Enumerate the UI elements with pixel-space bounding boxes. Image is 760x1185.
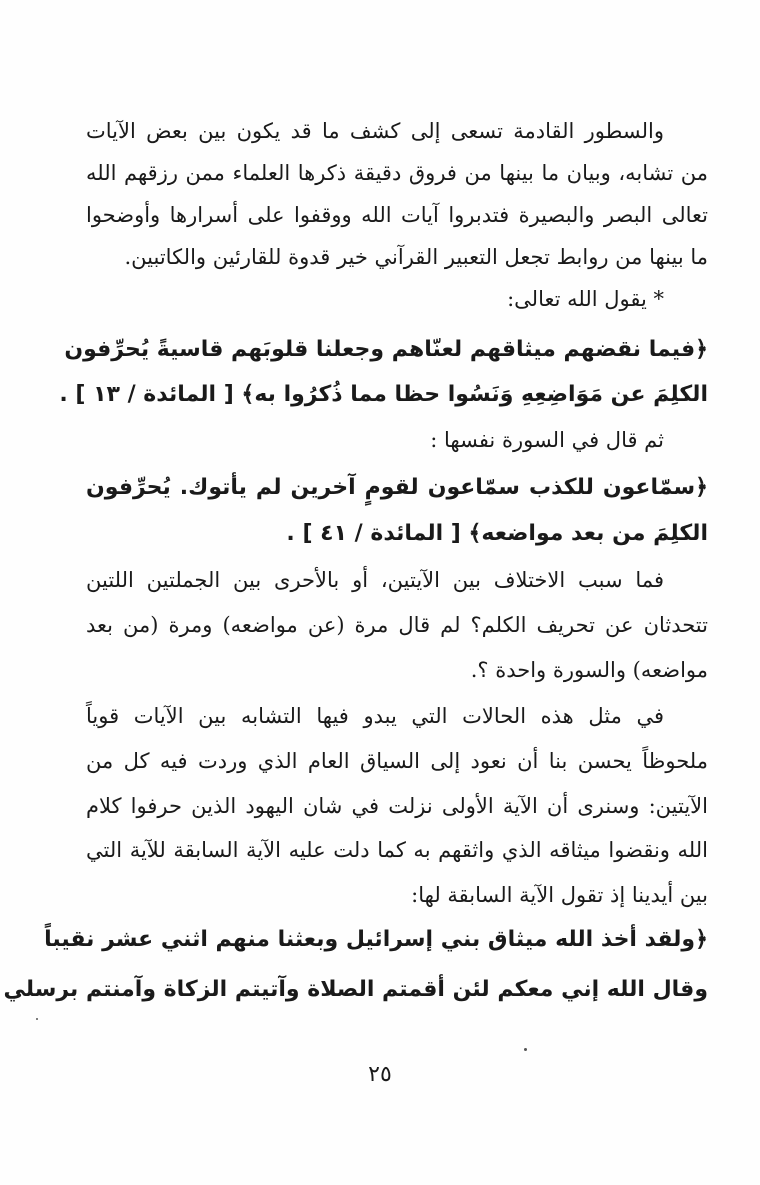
paragraph-line: والسطور القادمة تسعى إلى كشف ما قد يكون بين بعض الآيات xyxy=(86,119,664,143)
page-number: ٢٥ xyxy=(368,1062,392,1087)
quran-verse-line: ﴿ولقد أخذ الله ميثاق بني إسرائيل وبعثنا منهم اثني عشر نقيباً xyxy=(44,927,708,952)
paragraph-line: من تشابه، وبيان ما بينها من فروق دقيقة ذكرها العلماء ممن رزقهم الله xyxy=(86,161,708,185)
body-text xyxy=(3,0,708,1185)
paragraph-line: ما بينها من روابط تجعل التعبير القرآني خير قدوة للقارئين والكاتبين. xyxy=(124,245,708,269)
quran-verse-line: ﴿سمّاعون للكذب سمّاعون لقومٍ آخرين لم يأتوك. يُحرِّفون xyxy=(86,475,708,500)
quran-verse-line: الكلِمَ من بعد مواضعه﴾ [ المائدة / ٤١ ] . xyxy=(286,521,708,546)
scan-speck xyxy=(36,1018,38,1020)
quran-verse-line: ﴿فيما نقضهم ميثاقهم لعنّاهم وجعلنا قلوبَهم قاسيةً يُحرِّفون xyxy=(64,337,708,362)
paragraph-line: تتحدثان عن تحريف الكلم؟ لم قال مرة (عن مواضعه) ومرة (من بعد xyxy=(86,613,708,637)
paragraph-line: في مثل هذه الحالات التي يبدو فيها التشابه بين الآيات قوياً xyxy=(86,704,664,728)
paragraph-line: ملحوظاً يحسن بنا أن نعود إلى السياق العام الذي وردت فيه كل من xyxy=(86,749,708,773)
paragraph-line: مواضعه) والسورة واحدة ؟. xyxy=(470,658,708,682)
quran-verse-line: الكلِمَ عن مَوَاضِعِهِ وَنَسُوا حظا مما ذُكرُوا به﴾ [ المائدة / ١٣ ] . xyxy=(59,382,708,407)
paragraph-line: فما سبب الاختلاف بين الآيتين، أو بالأحرى بين الجملتين اللتين xyxy=(86,568,664,592)
paragraph-line: تعالى البصر والبصيرة فتدبروا آيات الله ووقفوا على أسرارها وأوضحوا xyxy=(86,203,708,227)
quran-verse-line: وقال الله إني معكم لئن أقمتم الصلاة وآتيتم الزكاة وآمنتم برسلي xyxy=(3,977,708,1002)
paragraph-line: بين أيدينا إذ تقول الآية السابقة لها: xyxy=(411,883,708,907)
scan-speck xyxy=(524,1048,527,1051)
verse-intro-line: * يقول الله تعالى: xyxy=(507,287,664,311)
paragraph-line: الآيتين: وسنرى أن الآية الأولى نزلت في شان اليهود الذين حرفوا كلام xyxy=(86,794,708,818)
paragraph-line: ثم قال في السورة نفسها : xyxy=(430,428,664,452)
paragraph-line: الله ونقضوا ميثاقه الذي واثقهم به كما دلت عليه الآية السابقة للآية التي xyxy=(86,838,708,862)
